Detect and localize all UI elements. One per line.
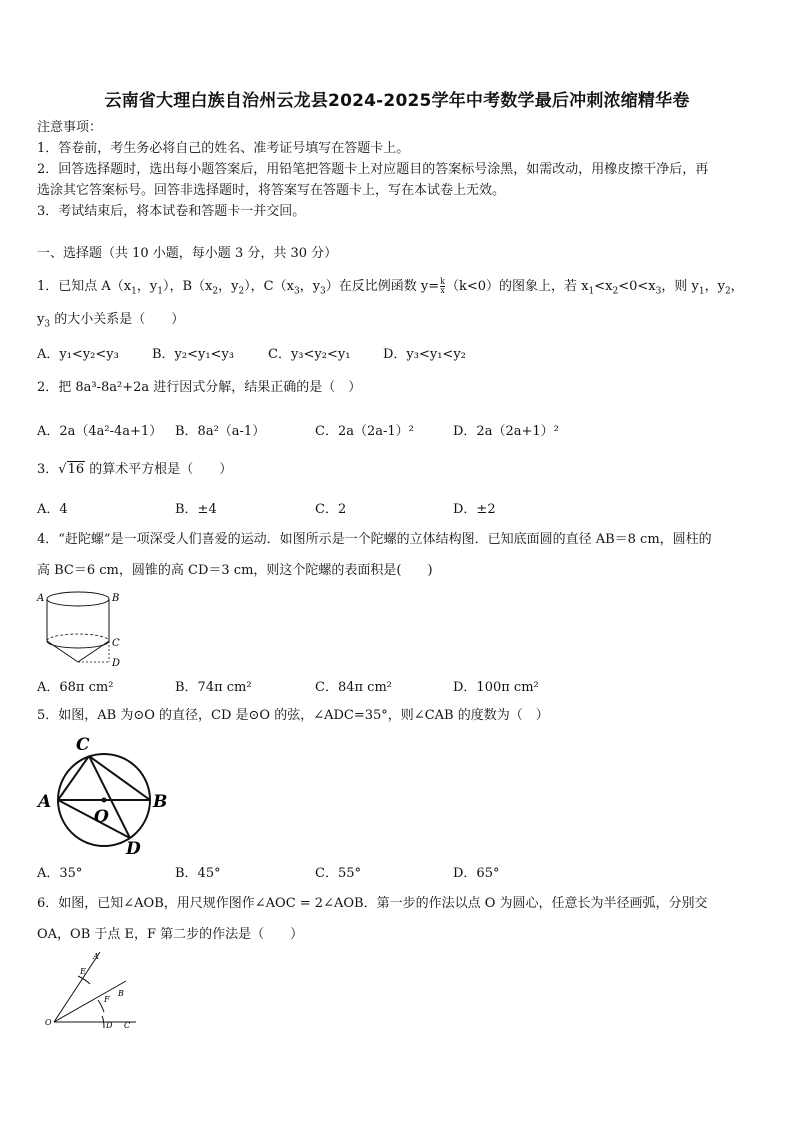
question-4-options [37, 676, 757, 696]
spinning-top-figure [34, 586, 129, 670]
option-c[interactable]: C．2 [315, 502, 347, 517]
option-c[interactable]: C．y₃<y₂<y₁ [268, 347, 351, 362]
question-5-options [37, 862, 757, 882]
notes-item-2: 2．回答选择题时，选出每小题答案后，用铅笔把答题卡上对应题目的答案标号涂黑，如需改动，用橡皮擦干净后，再 [37, 162, 709, 177]
label-c: C [76, 735, 90, 755]
label-d: D [106, 1021, 113, 1030]
option-d[interactable]: D．y₃<y₁<y₂ [383, 347, 466, 362]
label-f: F [104, 995, 110, 1004]
question-5-text: 5．如图，AB 为⊙O 的直径，CD 是⊙O 的弦，∠ADC=35°，则∠CAB 的度数为（ ） [37, 708, 549, 723]
label-a: A [37, 593, 45, 604]
notes-item-1: 1．答卷前，考生务必将自己的姓名、准考证号填写在答题卡上。 [37, 141, 410, 156]
question-4-line-1: 4．“赶陀螺”是一项深受人们喜爱的运动．如图所示是一个陀螺的立体结构图．已知底面圆的直径 AB＝8 cm，圆柱的 [37, 532, 712, 547]
question-2-options [37, 420, 757, 440]
question-2-text: 2．把 8a³-8a²+2a 进行因式分解，结果正确的是（ ） [37, 380, 362, 395]
question-6-line-1: 6．如图，已知∠AOB，用尺规作图作∠AOC = 2∠AOB．第一步的作法以点 O 为圆心，任意长为半径画弧，分别交 [37, 896, 708, 911]
option-d[interactable]: D．100π cm² [453, 680, 539, 695]
section-heading: 一、选择题（共 10 小题，每小题 3 分，共 30 分） [37, 246, 338, 261]
label-b: B [153, 792, 168, 812]
option-b[interactable]: B．±4 [175, 502, 217, 517]
label-d: D [112, 658, 121, 669]
notes-item-2-cont: 选涂其它答案标号。回答非选择题时，将答案写在答题卡上，写在本试卷上无效。 [37, 183, 506, 198]
label-b: B [118, 989, 124, 998]
notes-item-3: 3．考试结束后，将本试卷和答题卡一并交回。 [37, 204, 306, 219]
question-3-text: 3．√16 的算术平方根是（ ） [37, 460, 764, 480]
circle-figure [34, 732, 184, 856]
label-o: O [45, 1018, 52, 1027]
option-c[interactable]: C．2a（2a-1）² [315, 424, 414, 439]
option-d[interactable]: D．2a（2a+1）² [453, 424, 559, 439]
notes-heading: 注意事项： [37, 120, 103, 135]
label-o: O [94, 807, 109, 827]
label-e: E [80, 967, 86, 976]
fraction-k-over-x: $\frac{k}{x}$ [440, 277, 446, 295]
label-a: A [38, 792, 52, 812]
angle-construction-figure [40, 950, 150, 1032]
label-d: D [126, 839, 141, 856]
label-a: A [93, 952, 99, 961]
label-c: C [124, 1021, 131, 1030]
option-b[interactable]: B．74π cm² [175, 680, 252, 695]
question-1-options [37, 343, 757, 363]
page-title: 云南省大理白族自治州云龙县2024-2025学年中考数学最后冲刺浓缩精华卷 [104, 91, 690, 111]
question-6-line-2: OA，OB 于点 E，F 第二步的作法是（ ） [37, 927, 304, 942]
sqrt-symbol: √16 [58, 462, 85, 477]
question-1-line-2: $y_3$ 的大小关系是（ ） [37, 312, 185, 330]
option-d[interactable]: D．±2 [453, 502, 496, 517]
question-4-line-2: 高 BC＝6 cm，圆锥的高 CD＝3 cm，则这个陀螺的表面积是( ) [37, 563, 433, 578]
option-b[interactable]: B．y₂<y₁<y₃ [152, 347, 235, 362]
option-c[interactable]: C．55° [315, 866, 361, 881]
label-c: C [112, 638, 120, 649]
option-c[interactable]: C．84π cm² [315, 680, 392, 695]
question-3-options [37, 498, 757, 518]
option-a[interactable]: A．2a（4a²-4a+1） [37, 424, 163, 439]
option-a[interactable]: A．68π cm² [37, 680, 114, 695]
question-1-line-1: 1．已知点 $A(x_1$，$y_1$），$B(x_2$，$y_2$），$C(x_3$，$y_3$）在反比例函数 y= $\frac{k}{x}$ （k<0）的图象上，若 $x_1<x_2<0<x_3$，则 $y_1$，$y_2$， [37, 277, 744, 297]
label-b: B [112, 593, 120, 604]
option-b[interactable]: B．45° [175, 866, 221, 881]
option-a[interactable]: A．35° [37, 866, 83, 881]
option-d[interactable]: D．65° [453, 866, 500, 881]
option-b[interactable]: B．8a²（a-1） [175, 424, 266, 439]
option-a[interactable]: A．4 [37, 502, 68, 517]
option-a[interactable]: A．y₁<y₂<y₃ [37, 347, 119, 362]
